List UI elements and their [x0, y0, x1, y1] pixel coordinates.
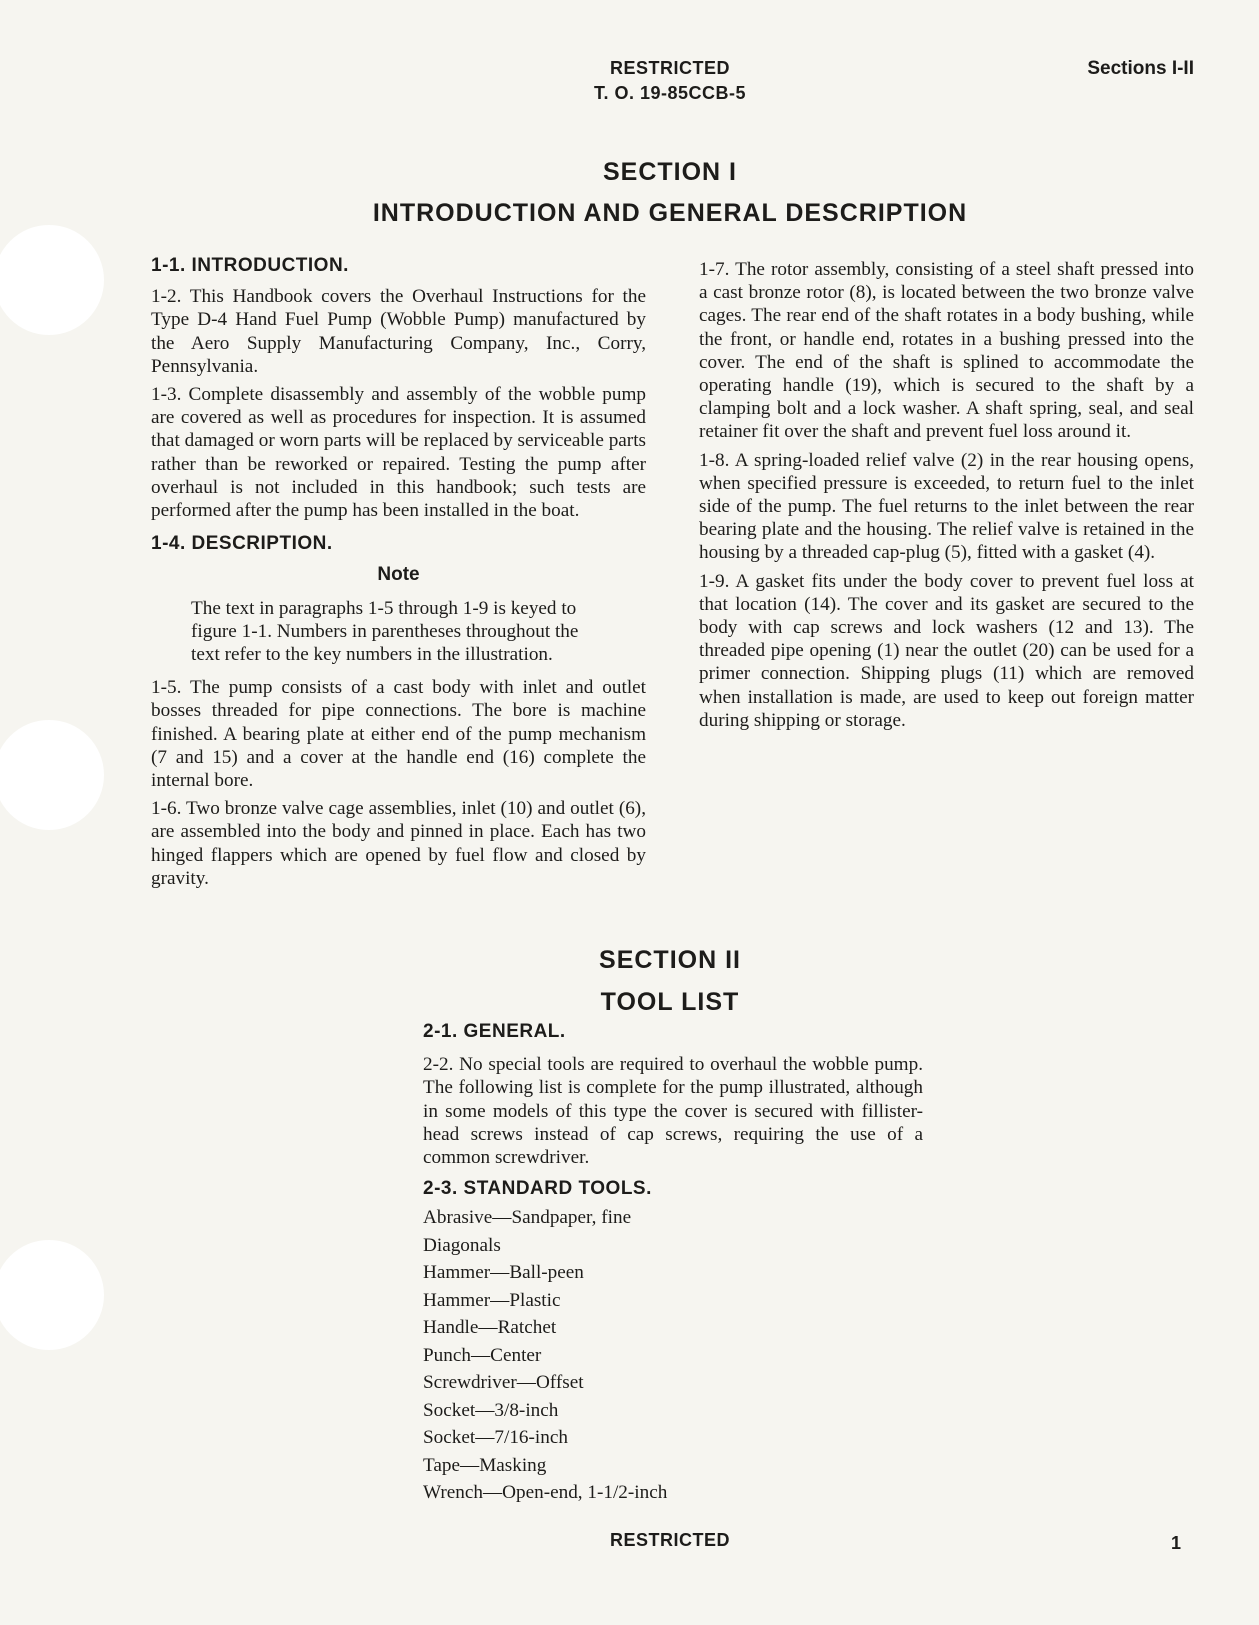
- paragraph-1-8: 1-8. A spring-loaded relief valve (2) in the rear housing opens, when specified pressure is exceeded, to return fuel to the inlet side of the pump. The fuel returns to the inlet between the rear bearing plate and the housing. The relief valve is retained in the housing by a threaded cap-plug (5), fitted with a gasket (4).: [699, 449, 1194, 564]
- footer-classification: RESTRICTED: [609, 1530, 730, 1550]
- tool-list-item: Socket—3/8-inch: [423, 1399, 559, 1421]
- heading-1-1: 1-1. INTRODUCTION.: [151, 255, 349, 276]
- heading-1-4: 1-4. DESCRIPTION.: [151, 533, 333, 555]
- header-classification: RESTRICTED: [609, 58, 730, 78]
- binder-hole: [0, 1240, 104, 1350]
- note-title: Note: [377, 564, 420, 586]
- page-header: [0, 56, 1259, 106]
- paragraph-1-6: 1-6. Two bronze valve cage assemblies, inlet (10) and outlet (6), are assembled into the body and pinned in place. Each has two hinged flappers which are opened by fuel flow and closed by gravity.: [151, 798, 646, 889]
- section1-right-column: [699, 258, 1194, 737]
- page-number: 1: [1170, 1533, 1181, 1553]
- tool-list-item: Wrench—Open-end, 1-1/2-inch: [423, 1482, 668, 1504]
- tool-list-item: Abrasive—Sandpaper, fine: [423, 1207, 632, 1229]
- section2-title: TOOL LIST: [600, 988, 740, 1016]
- paragraph-1-7: 1-7. The rotor assembly, consisting of a steel shaft pressed into a cast bronze rotor (8), is located between the two bronze valve cages. The rear end of the shaft rotates in a body bushing, while the front, or handle end, rotates in a bushing pressed into the cover. The end of the shaft is splined to accommodate the operating handle (19), which is secured to the shaft by a clamping bolt and a lock washer. A shaft spring, seal, and seal retainer fit over the shaft and prevent fuel loss around it.: [699, 259, 1194, 443]
- section1-number: SECTION I: [602, 158, 737, 186]
- binder-hole: [0, 225, 104, 335]
- note-text: The text in paragraphs 1-5 through 1-9 is keyed to figure 1-1. Numbers in parentheses throughout the text refer to the key numbers in the illustration.: [191, 597, 579, 666]
- section1-left-column: [151, 254, 646, 895]
- heading-2-1: 2-1. GENERAL.: [423, 1021, 566, 1042]
- header-doc-number: T. O. 19-85CCB-5: [593, 83, 747, 103]
- tool-list-item: Hammer—Ball-peen: [423, 1262, 584, 1284]
- header-sections: Sections I-II: [1087, 58, 1194, 79]
- binder-hole: [0, 720, 104, 830]
- section2-number: SECTION II: [599, 946, 741, 974]
- section2-body: [423, 1020, 923, 1507]
- tool-list-item: Handle—Ratchet: [423, 1317, 557, 1339]
- tool-list-item: Punch—Center: [423, 1344, 542, 1366]
- section1-title: INTRODUCTION AND GENERAL DESCRIPTION: [372, 199, 968, 227]
- paragraph-1-2: 1-2. This Handbook covers the Overhaul Instructions for the Type D-4 Hand Fuel Pump (Wobble Pump) manufactured by the Aero Supply Manufacturing Company, Inc., Corry, Pennsylvania.: [151, 286, 646, 377]
- heading-2-3: 2-3. STANDARD TOOLS.: [423, 1178, 652, 1200]
- tool-list-item: Tape—Masking: [423, 1454, 547, 1476]
- paragraph-2-2: 2-2. No special tools are required to overhaul the wobble pump. The following list is complete for the pump illustrated, although in some models of this type the cover is secured with fillister-head screws instead of cap screws, requiring the use of a common screwdriver.: [423, 1054, 923, 1169]
- tool-list-item: Socket—7/16-inch: [423, 1427, 568, 1449]
- paragraph-1-3: 1-3. Complete disassembly and assembly of the wobble pump are covered as well as procedures for inspection. It is assumed that damaged or worn parts will be replaced by serviceable parts rather than be reworked or repaired. Testing the pump after overhaul is not included in this handbook; such tests are performed after the pump has been installed in the boat.: [151, 384, 646, 522]
- tool-list-item: Hammer—Plastic: [423, 1289, 561, 1311]
- tool-list-item: Diagonals: [423, 1234, 501, 1256]
- paragraph-1-9: 1-9. A gasket fits under the body cover to prevent fuel loss at that location (14). The cover and its gasket are secured to the body with cap screws and lock washers (12 and 13). The threaded pipe opening (1) near the outlet (20) can be used for a primer connection. Shipping plugs (11) which are removed when installation is made, are used to keep out foreign matter during shipping or storage.: [699, 570, 1194, 731]
- tool-list-item: Screwdriver—Offset: [423, 1372, 584, 1394]
- tool-list: [423, 1204, 923, 1507]
- paragraph-1-5: 1-5. The pump consists of a cast body with inlet and outlet bosses threaded for pipe connections. The bore is machine finished. A bearing plate at either end of the pump mechanism (7 and 15) and a cover at the handle end (16) complete the internal bore.: [151, 677, 646, 792]
